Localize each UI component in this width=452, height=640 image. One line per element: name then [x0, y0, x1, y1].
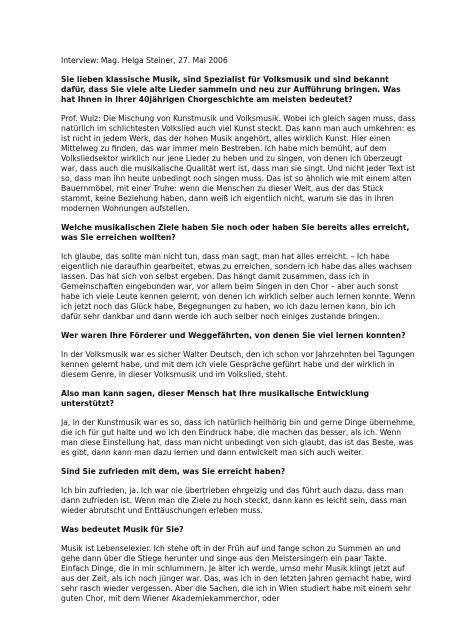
- answer-2: Ich glaube, das sollte man nicht tun, dass man sagt, man hat alles erreicht. – Ich habe eigentlich nie daraufhin gearbeitet, etwas zu erreichen, sondern ich habe das alles wachsen lassen. Das hat sich von selbst ergeben. Das hängt damit zusammen, dass ich in Gemeinschaften eingebunden war, vor allem beim Singen in den Chor – aber auch sonst habe ich viele Leute kennen gelernt, von denen ich wirklich selber auch lernen konnte. Wenn ich jetzt noch das Glück habe, Begegnungen zu haben, wo ich dazu lernen kann, bin ich dafür sehr dankbar und dann werde ich auch selber noch einiges zustande bringen.: [61, 252, 416, 321]
- question-5: Sind Sie zufrieden mit dem, was Sie erreicht haben?: [61, 467, 286, 476]
- answer-4: Ja, in der Kunstmusik war es so, dass ich natürlich hellhörig bin und gerne Dinge übernehme, die ich für gut halte und wo ich den Eindruck habe, die machen das besser, als ich. Wenn man diese Einstellung hat, dass man nicht unbedingt von sich glaubt, das ist das Beste, was es gibt, dann kann man dazu lernen und dann entwickelt man sich auch weiter.: [61, 418, 416, 457]
- answer-3: In der Volksmusik war es sicher Walter Deutsch, den ich schon vor Jahrzehnten bei Tagungen kennen gelernt habe, und mit dem ich viele Gespräche geführt habe und der wirklich in diesem Genre, in dieser Volksmusik und im Volkslied, steht.: [61, 350, 415, 379]
- question-6: Was bedeutet Musik für Sie?: [61, 525, 184, 534]
- answer-1: Prof. Wulz: Die Mischung von Kunstmusik und Volksmusik. Wobei ich gleich sagen muss, dass natürlich im schlichtesten Volkslied auch viel Kunst steckt. Das kann man auch umkehren: es ist nicht in jedem Werk, das der hohen Musik angehört, alles wirklich Kunst. Hier einen Mittelweg zu finden, das war immer mein Bestreben. Ich habe mich bemüht, auf dem Volksliedsektor wirklich nur jene Lieder zu heben und zu singen, von denen ich überzeugt war, dass auch die musikalische Qualität wert ist, dass man sie singt. Und nicht jeder Text ist so, dass man ihn heute unbedingt noch singen muss. Das ist so ähnlich wie mit einem alten Bauernmöbel, mit einer Truhe: wenn die Menschen zu dieser Welt, aus der das Stück stammt, keine Beziehung haben, dann weiß ich eigentlich nicht, warum sie das in ihren modernen Wohnungen aufstellen.: [61, 114, 416, 213]
- answer-6: Musik ist Lebenselexier. Ich stehe oft in der Früh auf und fange schon zu Summen an und gehe dann über die Stiege herunter und singe aus den Meistersingern ein paar Takte. Einfach Dinge, die in mir schlummern. Je älter ich werde, umso mehr Musik klingt jetzt auf aus der Zeit, als ich noch jünger war. Das, was ich in den letzten Jahren gemacht habe, wird sehr rasch wieder vergessen. Aber die Sachen, die ich in Wien studiert habe mit einem sehr guten Chor, mit dem Wiener Akademiekammerchor, oder: [61, 544, 412, 603]
- question-4: Also man kann sagen, dieser Mensch hat Ihre musikalische Entwicklung unterstützt?: [61, 389, 370, 408]
- interview-header: Interview: Mag. Helga Steiner, 27. Mai 2006: [61, 56, 228, 65]
- answer-5: Ich bin zufrieden, ja. Ich war nie übertrieben ehrgeizig und das führt auch dazu, dass man dann zufrieden ist. Wenn man die Ziele zu hoch steckt, dann kann es leicht sein, dass man wieder abrutscht und Enttäuschungen erleben muss.: [61, 486, 407, 515]
- question-2: Welche musikalischen Ziele haben Sie noch oder haben Sie bereits alles erreicht, was Sie erreichen wollten?: [61, 223, 410, 242]
- question-3: Wer waren Ihre Förderer und Weggefährten, von denen Sie viel lernen konnten?: [61, 331, 406, 340]
- question-1: Sie lieben klassische Musik, sind Spezialist für Volksmusik und sind bekannt dafür, dass Sie viele alte Lieder sammeln und neu zur Aufführung bringen. Was hat Ihnen in Ihrer 40jährigen Chorgeschichte am meisten bedeutet?: [61, 75, 401, 104]
